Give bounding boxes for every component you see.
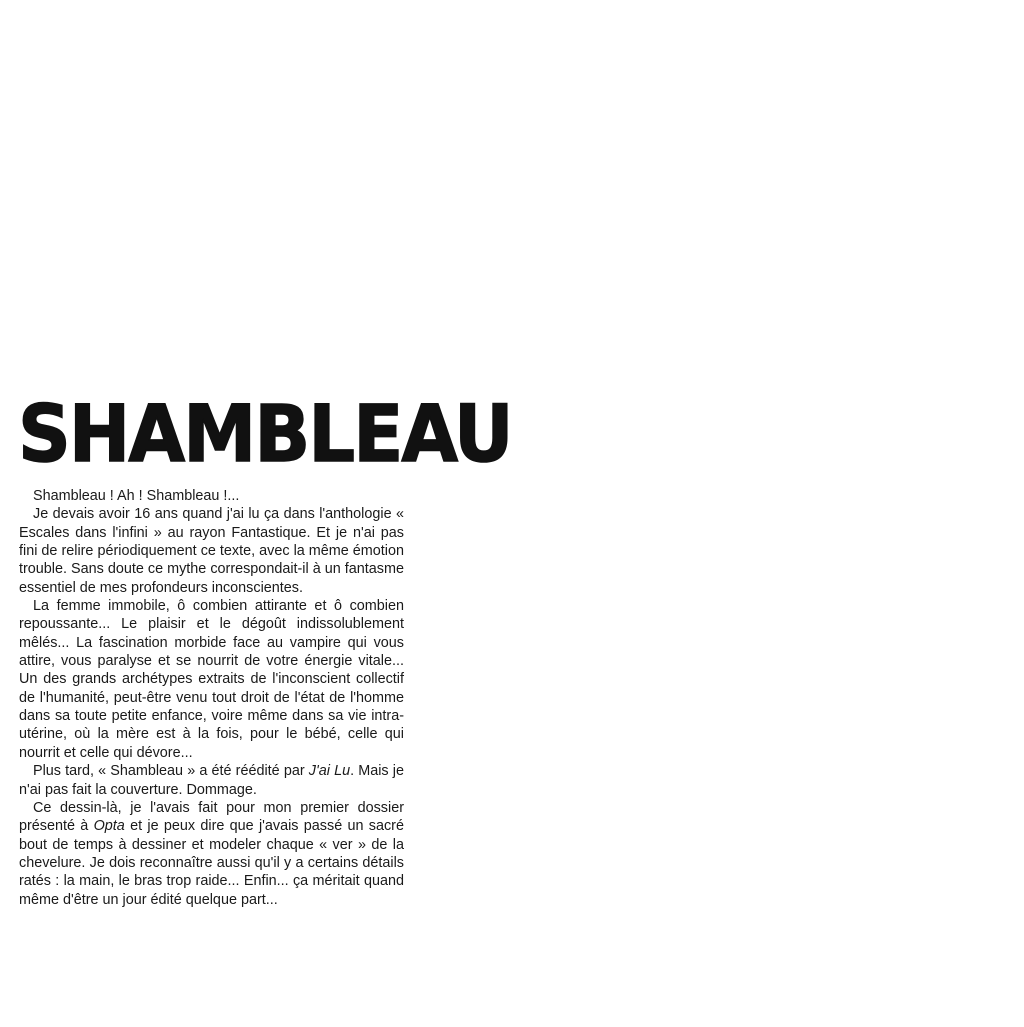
publisher-name: J'ai Lu [308,763,351,780]
paragraph-text: . Mais je n'ai pas fait la couverture. Dommage. [19,763,404,798]
paragraph-text: Je devais avoir 16 ans quand j'ai lu ça dans l'anthologie « Escales dans l'infini » au rayon Fantastique. Et je n'ai pas fini de relire périodiquement ce texte, avec la même émotion trouble. Sans doute ce mythe correspondait-il à un fantasme essentiel de mes profondeurs inconscientes. [19,506,404,596]
article-title: SHAMBLEAU [18,390,512,480]
paragraph-text: La femme immobile, ô combien attirante et ô combien repoussante... Le plaisir et le dégoût indissolublement mêlés... La fascination morbide face au vampire qui vous attire, vous paralyse et se nourrit de votre énergie vitale... Un des grands archétypes extraits de l'inconscient collectif de l'humanité, peut-être venu tout droit de l'état de l'homme dans sa toute petite enfance, voire même dans sa vie intra-utérine, où la mère est à la fois, pour le bébé, celle qui nourrit et celle qui dévore... [19,598,404,761]
paragraph-text: Ce dessin-là, je l'avais fait pour mon premier dossier présenté à [19,799,404,835]
paragraph-text: Shambleau ! Ah ! Shambleau !... [33,488,240,504]
paragraph [19,505,404,597]
publication-name: Opta [93,818,125,835]
paragraph [19,762,404,799]
article-body [19,487,404,909]
paragraph-text: et je peux dire que j'avais passé un sacré bout de temps à dessiner et modeler chaque « ver » de la chevelure. Je dois reconnaître aussi qu'il y a certains détails ratés : la main, le bras trop raide... Enfin... ça méritait quand même d'être un jour édité quelque part... [19,818,404,908]
paragraph [19,487,404,505]
paragraph [19,799,404,909]
paragraph [19,597,404,762]
paragraph-text: Plus tard, « Shambleau » a été réédité par [33,763,309,780]
